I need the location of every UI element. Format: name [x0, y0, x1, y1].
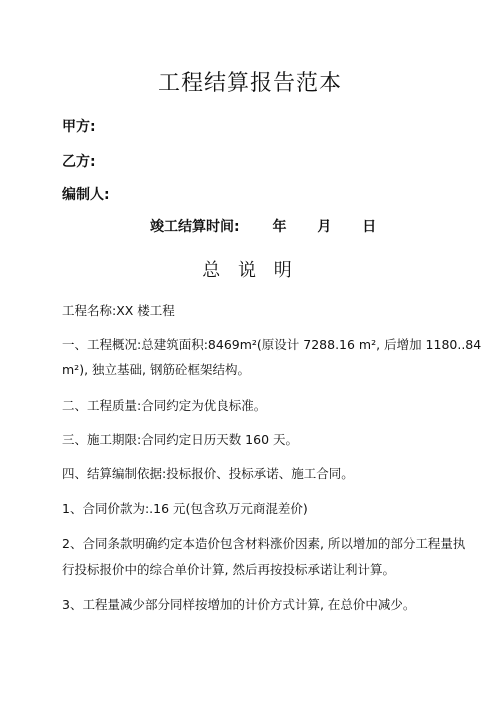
item-1-line: 1、合同价款为:.16 元(包含玖万元商混差价): [62, 501, 308, 516]
document-title: 工程结算报告范本: [157, 71, 342, 96]
overview-line-1: 一、工程概况:总建筑面积:8469m²(原设计 7288.16 m², 后增加 1180..84: [62, 337, 482, 352]
party-b-label: 乙方:: [62, 154, 96, 170]
duration-line: 三、施工期限:合同约定日历天数 160 天。: [62, 432, 299, 447]
item-2-line-1: 2、合同条款明确约定本造价包含材料涨价因素, 所以增加的部分工程量执: [62, 536, 466, 551]
project-name-line: 工程名称:XX 楼工程: [62, 303, 175, 318]
compiler-label: 编制人:: [62, 187, 110, 203]
overview-line-2: m²), 独立基础, 钢筋砼框架结构。: [62, 362, 250, 377]
month-label: 月: [317, 219, 332, 235]
item-2-line-2: 行投标报价中的综合单价计算, 然后再按投标承诺让利计算。: [62, 562, 395, 577]
party-a-label: 甲方:: [62, 119, 96, 135]
year-label: 年: [272, 219, 287, 235]
completion-date-label: 竣工结算时间:: [150, 219, 240, 235]
completion-date-line: [150, 216, 376, 236]
section-heading: 总 说 明: [202, 260, 298, 281]
basis-line: 四、结算编制依据:投标报价、投标承诺、施工合同。: [62, 466, 354, 481]
quality-line: 二、工程质量:合同约定为优良标准。: [62, 398, 267, 413]
item-3-line: 3、工程量减少部分同样按增加的计价方式计算, 在总价中减少。: [62, 597, 416, 612]
day-label: 日: [362, 219, 377, 235]
